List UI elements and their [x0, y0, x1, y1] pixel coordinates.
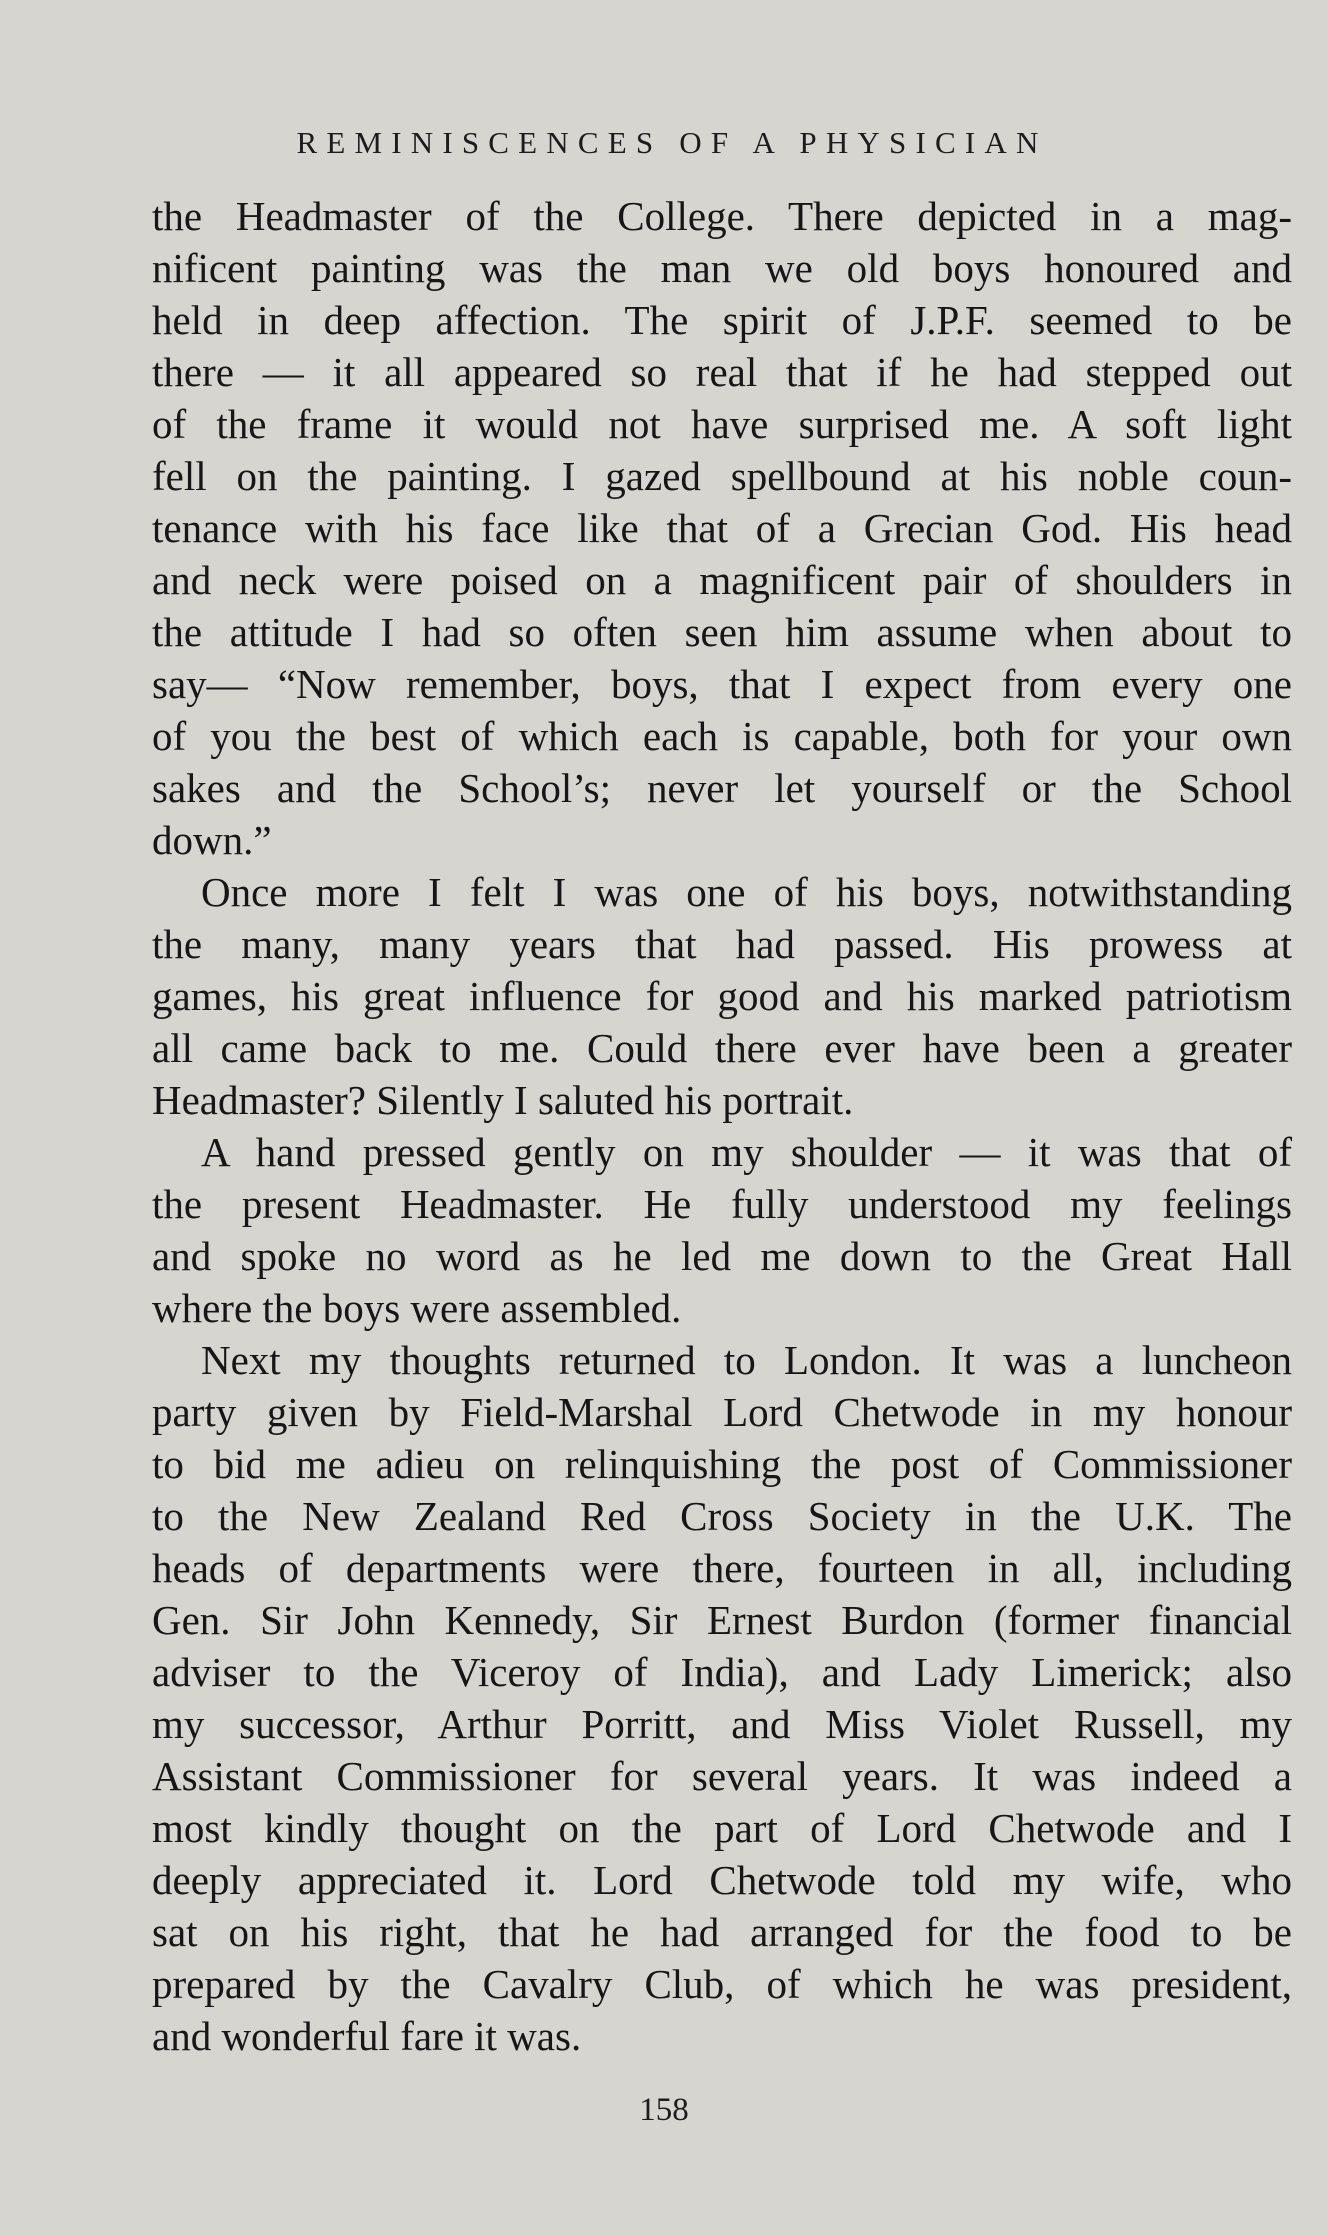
- paragraph: [152, 1126, 1292, 1334]
- text-line: party given by Field-Marshal Lord Chetwode in my honour: [152, 1389, 1292, 1435]
- text-line: to the New Zealand Red Cross Society in the U.K. The: [152, 1493, 1292, 1539]
- text-line: where the boys were assembled.: [152, 1285, 682, 1331]
- text-line: the attitude I had so often seen him assume when about to: [152, 609, 1292, 655]
- text-line: the many, many years that had passed. His prowess at: [152, 921, 1292, 967]
- text-line: of the frame it would not have surprised me. A soft light: [152, 401, 1292, 447]
- text-line: to bid me adieu on relinquishing the post of Commissioner: [152, 1441, 1292, 1487]
- text-line: the present Headmaster. He fully understood my feelings: [152, 1181, 1292, 1227]
- text-line: deeply appreciated it. Lord Chetwode told my wife, who: [152, 1857, 1292, 1903]
- text-line: A hand pressed gently on my shoulder — it was that of: [201, 1129, 1292, 1175]
- text-line: sat on his right, that he had arranged for the food to be: [152, 1909, 1292, 1955]
- text-line: and wonderful fare it was.: [152, 2013, 582, 2059]
- text-line: and spoke no word as he led me down to the Great Hall: [152, 1233, 1292, 1279]
- text-line: the Headmaster of the College. There depicted in a mag-: [152, 193, 1292, 239]
- text-line: held in deep affection. The spirit of J.P.F. seemed to be: [152, 297, 1292, 343]
- text-line: heads of departments were there, fourteen in all, including: [152, 1545, 1292, 1591]
- text-line: Next my thoughts returned to London. It was a luncheon: [201, 1337, 1292, 1383]
- text-line: most kindly thought on the part of Lord Chetwode and I: [152, 1805, 1292, 1851]
- text-line: there — it all appeared so real that if he had stepped out: [152, 349, 1292, 395]
- text-line: say— “Now remember, boys, that I expect from every one: [152, 661, 1292, 707]
- text-line: and neck were poised on a magnificent pair of shoulders in: [152, 557, 1292, 603]
- text-line: fell on the painting. I gazed spellbound at his noble coun-: [152, 453, 1292, 499]
- page-number: 158: [639, 2092, 689, 2128]
- text-line: Once more I felt I was one of his boys, notwithstanding: [201, 869, 1292, 915]
- text-line: prepared by the Cavalry Club, of which he was president,: [152, 1961, 1292, 2007]
- paragraph: [152, 1334, 1292, 2062]
- text-line: Headmaster? Silently I saluted his portrait.: [152, 1077, 854, 1123]
- text-line: sakes and the School’s; never let yourself or the School: [152, 765, 1292, 811]
- text-line: of you the best of which each is capable, both for your own: [152, 713, 1292, 759]
- text-line: adviser to the Viceroy of India), and Lady Limerick; also: [152, 1649, 1292, 1695]
- body-text: [152, 190, 1292, 2062]
- text-line: my successor, Arthur Porritt, and Miss Violet Russell, my: [152, 1701, 1292, 1747]
- text-line: Assistant Commissioner for several years. It was indeed a: [152, 1753, 1292, 1799]
- text-line: nificent painting was the man we old boys honoured and: [152, 245, 1292, 291]
- text-line: games, his great influence for good and his marked patriotism: [152, 973, 1292, 1019]
- running-head: REMINISCENCES OF A PHYSICIAN: [296, 125, 1048, 160]
- paragraph: [152, 866, 1292, 1126]
- text-line: all came back to me. Could there ever have been a greater: [152, 1025, 1292, 1071]
- text-line: Gen. Sir John Kennedy, Sir Ernest Burdon (former financial: [152, 1597, 1292, 1643]
- text-line: tenance with his face like that of a Grecian God. His head: [152, 505, 1292, 551]
- text-line: down.”: [152, 817, 272, 863]
- paragraph: [152, 190, 1292, 866]
